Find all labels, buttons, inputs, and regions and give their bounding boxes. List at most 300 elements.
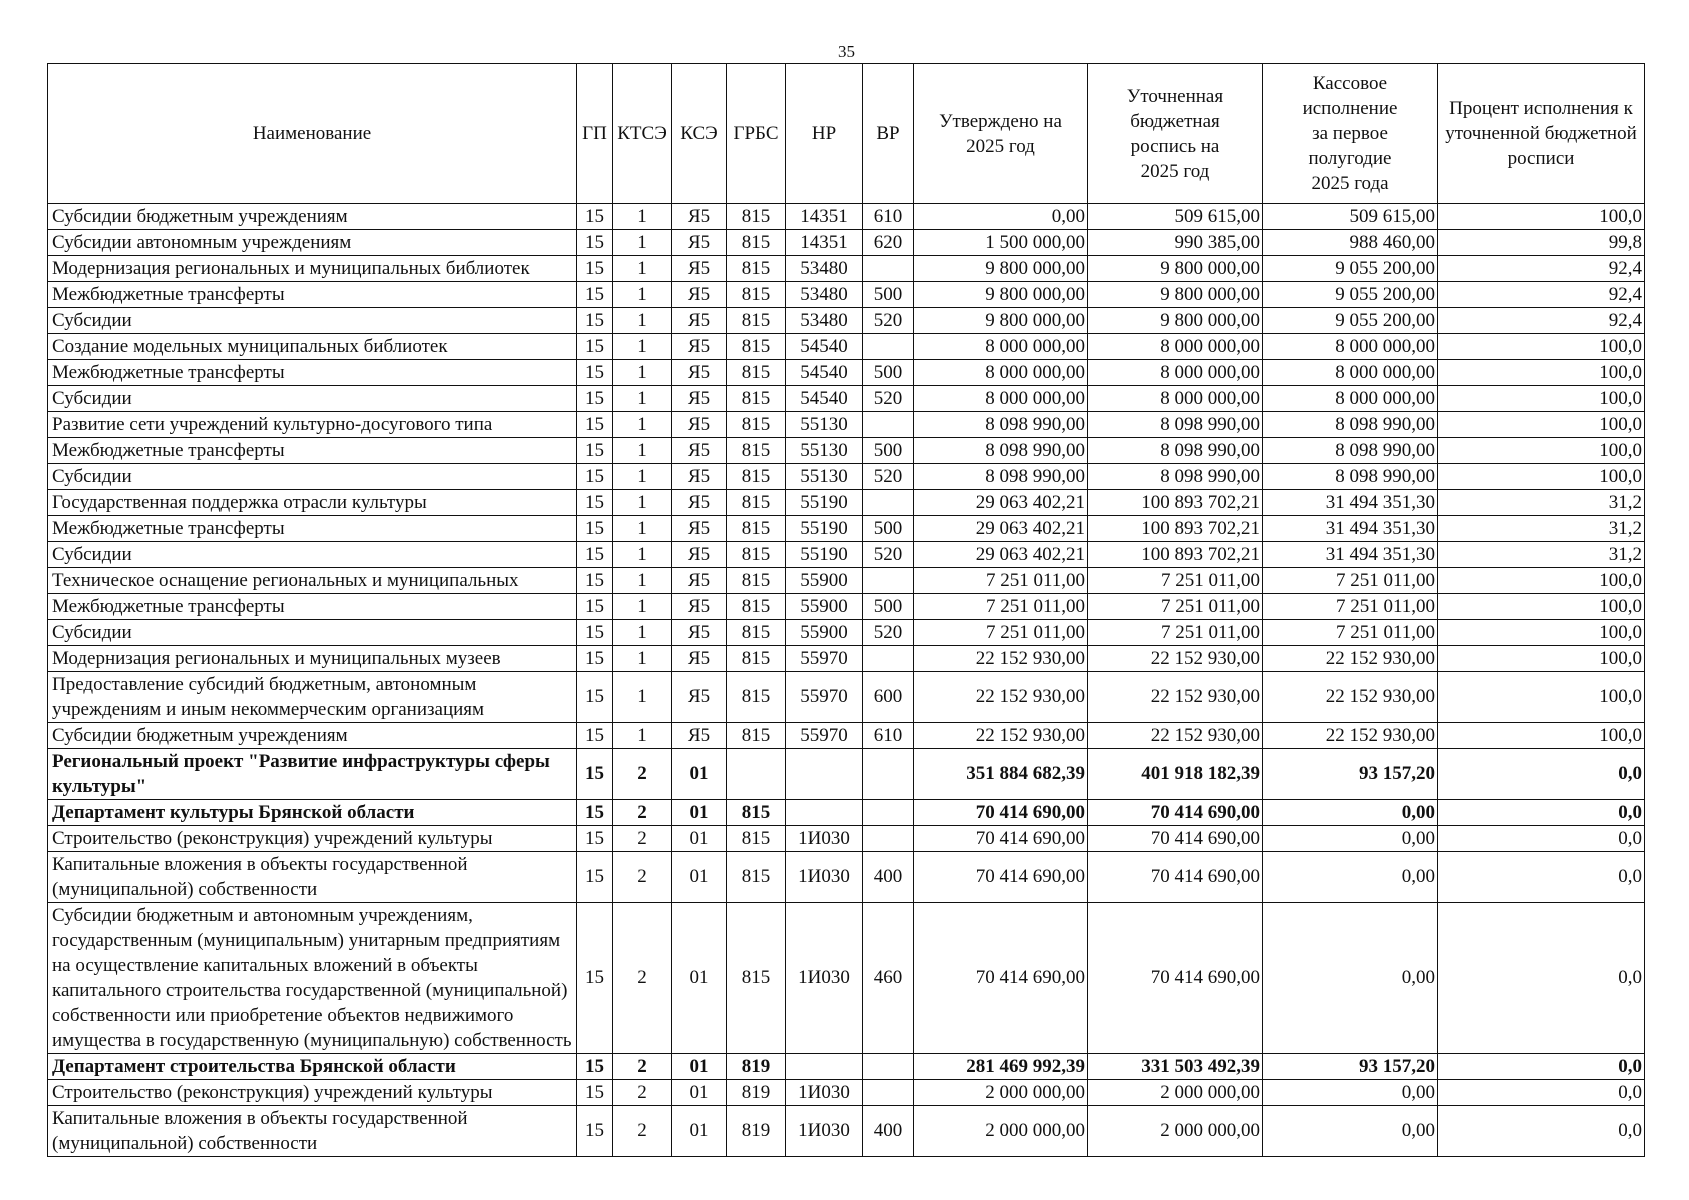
cell-vr: 520 xyxy=(863,542,914,568)
cell-grbs: 815 xyxy=(727,490,786,516)
table-row xyxy=(48,386,1645,412)
cell-ktse: 1 xyxy=(613,282,672,308)
cell-vr xyxy=(863,256,914,282)
page-number: 35 xyxy=(838,42,855,61)
cell-grbs: 815 xyxy=(727,646,786,672)
cell-grbs: 815 xyxy=(727,438,786,464)
table-row xyxy=(48,749,1645,800)
cell-kse: Я5 xyxy=(672,723,727,749)
cell-vr xyxy=(863,1054,914,1080)
cell-gp: 15 xyxy=(577,516,613,542)
table-row xyxy=(48,568,1645,594)
cell-nr: 1И030 xyxy=(786,1080,863,1106)
table-row xyxy=(48,542,1645,568)
cell-ktse: 1 xyxy=(613,516,672,542)
table-row xyxy=(48,412,1645,438)
col-header-nr: НР xyxy=(786,64,863,204)
cell-grbs: 819 xyxy=(727,1080,786,1106)
cell-nr: 54540 xyxy=(786,334,863,360)
cell-name: Субсидии бюджетным и автономным учреждениям, государственным (муниципальным) унитарным предприятиям на осуществление капитальных вложений в объекты капитального строительства государственной (муниципальной) собственности или приобретение объектов недвижимого имущества в государственную (муниципальную) собственность xyxy=(48,903,577,1054)
cell-percent: 0,0 xyxy=(1438,800,1645,826)
table-row xyxy=(48,852,1645,903)
cell-percent: 100,0 xyxy=(1438,568,1645,594)
cell-name: Департамент культуры Брянской области xyxy=(48,800,577,826)
table-row xyxy=(48,826,1645,852)
cell-percent: 31,2 xyxy=(1438,490,1645,516)
cell-vr xyxy=(863,568,914,594)
cell-approved: 7 251 011,00 xyxy=(914,594,1088,620)
cell-grbs: 815 xyxy=(727,800,786,826)
cell-percent: 100,0 xyxy=(1438,334,1645,360)
cell-nr: 14351 xyxy=(786,204,863,230)
cell-vr xyxy=(863,1080,914,1106)
col-header-name: Наименование xyxy=(48,64,577,204)
cell-gp: 15 xyxy=(577,282,613,308)
table-row xyxy=(48,490,1645,516)
cell-grbs xyxy=(727,749,786,800)
cell-approved: 8 098 990,00 xyxy=(914,464,1088,490)
col-header-cash: Кассовое исполнение за первое полугодие 2025 года xyxy=(1263,64,1438,204)
cell-vr: 620 xyxy=(863,230,914,256)
cell-cash: 31 494 351,30 xyxy=(1263,516,1438,542)
cell-refined: 9 800 000,00 xyxy=(1088,308,1263,334)
cell-ktse: 1 xyxy=(613,438,672,464)
table-row xyxy=(48,230,1645,256)
cell-gp: 15 xyxy=(577,490,613,516)
cell-cash: 0,00 xyxy=(1263,1106,1438,1157)
cell-grbs: 815 xyxy=(727,230,786,256)
cell-kse: Я5 xyxy=(672,516,727,542)
cell-percent: 100,0 xyxy=(1438,412,1645,438)
cell-gp: 15 xyxy=(577,412,613,438)
cell-refined: 70 414 690,00 xyxy=(1088,903,1263,1054)
cell-grbs: 815 xyxy=(727,256,786,282)
cell-nr: 55900 xyxy=(786,594,863,620)
cell-ktse: 1 xyxy=(613,412,672,438)
cell-name: Субсидии xyxy=(48,620,577,646)
cell-ktse: 2 xyxy=(613,1080,672,1106)
cell-grbs: 819 xyxy=(727,1054,786,1080)
cell-name: Субсидии бюджетным учреждениям xyxy=(48,204,577,230)
cell-gp: 15 xyxy=(577,903,613,1054)
table-row xyxy=(48,800,1645,826)
cell-refined: 7 251 011,00 xyxy=(1088,594,1263,620)
cell-ktse: 1 xyxy=(613,568,672,594)
cell-nr: 55130 xyxy=(786,412,863,438)
cell-gp: 15 xyxy=(577,464,613,490)
cell-approved: 22 152 930,00 xyxy=(914,672,1088,723)
cell-approved: 29 063 402,21 xyxy=(914,542,1088,568)
cell-cash: 0,00 xyxy=(1263,903,1438,1054)
cell-ktse: 1 xyxy=(613,723,672,749)
cell-grbs: 815 xyxy=(727,282,786,308)
table-row xyxy=(48,308,1645,334)
cell-nr xyxy=(786,749,863,800)
cell-kse: 01 xyxy=(672,1106,727,1157)
cell-ktse: 2 xyxy=(613,749,672,800)
cell-percent: 92,4 xyxy=(1438,282,1645,308)
cell-ktse: 1 xyxy=(613,464,672,490)
cell-cash: 8 098 990,00 xyxy=(1263,464,1438,490)
col-header-vr: ВР xyxy=(863,64,914,204)
cell-gp: 15 xyxy=(577,852,613,903)
cell-name: Модернизация региональных и муниципальных библиотек xyxy=(48,256,577,282)
cell-cash: 8 000 000,00 xyxy=(1263,334,1438,360)
cell-ktse: 1 xyxy=(613,308,672,334)
cell-percent: 100,0 xyxy=(1438,646,1645,672)
table-body xyxy=(48,204,1645,1157)
cell-vr: 460 xyxy=(863,903,914,1054)
cell-approved: 9 800 000,00 xyxy=(914,256,1088,282)
table-row xyxy=(48,1080,1645,1106)
cell-nr: 1И030 xyxy=(786,903,863,1054)
cell-ktse: 1 xyxy=(613,256,672,282)
table-row xyxy=(48,620,1645,646)
cell-ktse: 2 xyxy=(613,1054,672,1080)
cell-grbs: 815 xyxy=(727,542,786,568)
cell-cash: 31 494 351,30 xyxy=(1263,490,1438,516)
cell-grbs: 815 xyxy=(727,360,786,386)
cell-kse: Я5 xyxy=(672,672,727,723)
cell-approved: 2 000 000,00 xyxy=(914,1106,1088,1157)
cell-name: Субсидии xyxy=(48,542,577,568)
cell-ktse: 1 xyxy=(613,672,672,723)
cell-vr: 520 xyxy=(863,386,914,412)
cell-percent: 0,0 xyxy=(1438,1080,1645,1106)
cell-approved: 70 414 690,00 xyxy=(914,852,1088,903)
cell-ktse: 1 xyxy=(613,594,672,620)
col-header-kse: КСЭ xyxy=(672,64,727,204)
budget-table xyxy=(47,63,1645,1157)
cell-name: Модернизация региональных и муниципальных музеев xyxy=(48,646,577,672)
cell-ktse: 1 xyxy=(613,360,672,386)
cell-percent: 0,0 xyxy=(1438,852,1645,903)
cell-nr xyxy=(786,800,863,826)
cell-approved: 29 063 402,21 xyxy=(914,490,1088,516)
cell-kse: Я5 xyxy=(672,204,727,230)
cell-percent: 100,0 xyxy=(1438,594,1645,620)
cell-kse: Я5 xyxy=(672,360,727,386)
cell-kse: Я5 xyxy=(672,386,727,412)
table-row xyxy=(48,282,1645,308)
cell-gp: 15 xyxy=(577,800,613,826)
cell-ktse: 1 xyxy=(613,204,672,230)
cell-gp: 15 xyxy=(577,438,613,464)
cell-kse: Я5 xyxy=(672,438,727,464)
cell-cash: 8 000 000,00 xyxy=(1263,360,1438,386)
cell-approved: 22 152 930,00 xyxy=(914,646,1088,672)
header-row xyxy=(48,64,1645,204)
cell-approved: 8 000 000,00 xyxy=(914,386,1088,412)
cell-grbs: 815 xyxy=(727,594,786,620)
cell-name: Субсидии xyxy=(48,464,577,490)
cell-approved: 8 098 990,00 xyxy=(914,412,1088,438)
cell-cash: 22 152 930,00 xyxy=(1263,672,1438,723)
cell-cash: 93 157,20 xyxy=(1263,1054,1438,1080)
table-row xyxy=(48,334,1645,360)
cell-kse: Я5 xyxy=(672,620,727,646)
cell-name: Техническое оснащение региональных и муниципальных xyxy=(48,568,577,594)
cell-ktse: 1 xyxy=(613,386,672,412)
cell-percent: 0,0 xyxy=(1438,749,1645,800)
cell-vr: 610 xyxy=(863,723,914,749)
cell-nr: 55190 xyxy=(786,490,863,516)
cell-name: Субсидии бюджетным учреждениям xyxy=(48,723,577,749)
cell-refined: 331 503 492,39 xyxy=(1088,1054,1263,1080)
cell-vr: 520 xyxy=(863,620,914,646)
cell-grbs: 815 xyxy=(727,412,786,438)
cell-grbs: 815 xyxy=(727,672,786,723)
cell-kse: 01 xyxy=(672,749,727,800)
cell-approved: 9 800 000,00 xyxy=(914,282,1088,308)
cell-approved: 1 500 000,00 xyxy=(914,230,1088,256)
cell-gp: 15 xyxy=(577,542,613,568)
cell-nr: 53480 xyxy=(786,308,863,334)
cell-vr: 400 xyxy=(863,1106,914,1157)
col-header-refined: Уточненная бюджетная роспись на 2025 год xyxy=(1088,64,1263,204)
col-header-percent: Процент исполнения к уточненной бюджетной росписи xyxy=(1438,64,1645,204)
cell-approved: 8 000 000,00 xyxy=(914,334,1088,360)
cell-cash: 7 251 011,00 xyxy=(1263,620,1438,646)
cell-nr: 1И030 xyxy=(786,1106,863,1157)
cell-name: Развитие сети учреждений культурно-досугового типа xyxy=(48,412,577,438)
cell-name: Субсидии xyxy=(48,308,577,334)
cell-ktse: 2 xyxy=(613,903,672,1054)
cell-refined: 22 152 930,00 xyxy=(1088,646,1263,672)
table-row xyxy=(48,256,1645,282)
table-row xyxy=(48,594,1645,620)
cell-grbs: 819 xyxy=(727,1106,786,1157)
cell-grbs: 815 xyxy=(727,464,786,490)
cell-nr: 54540 xyxy=(786,386,863,412)
cell-gp: 15 xyxy=(577,1080,613,1106)
cell-name: Департамент строительства Брянской области xyxy=(48,1054,577,1080)
cell-approved: 8 000 000,00 xyxy=(914,360,1088,386)
cell-cash: 22 152 930,00 xyxy=(1263,723,1438,749)
cell-refined: 70 414 690,00 xyxy=(1088,826,1263,852)
cell-nr: 54540 xyxy=(786,360,863,386)
cell-gp: 15 xyxy=(577,672,613,723)
cell-nr: 53480 xyxy=(786,282,863,308)
cell-refined: 9 800 000,00 xyxy=(1088,282,1263,308)
cell-cash: 0,00 xyxy=(1263,852,1438,903)
cell-percent: 0,0 xyxy=(1438,903,1645,1054)
cell-nr xyxy=(786,1054,863,1080)
cell-ktse: 2 xyxy=(613,1106,672,1157)
cell-vr xyxy=(863,646,914,672)
cell-name: Субсидии автономным учреждениям xyxy=(48,230,577,256)
cell-kse: 01 xyxy=(672,800,727,826)
cell-ktse: 1 xyxy=(613,646,672,672)
cell-vr: 500 xyxy=(863,438,914,464)
table-row xyxy=(48,360,1645,386)
cell-gp: 15 xyxy=(577,360,613,386)
cell-cash: 9 055 200,00 xyxy=(1263,256,1438,282)
cell-percent: 0,0 xyxy=(1438,1106,1645,1157)
cell-percent: 100,0 xyxy=(1438,723,1645,749)
cell-vr: 610 xyxy=(863,204,914,230)
cell-gp: 15 xyxy=(577,594,613,620)
table-row xyxy=(48,204,1645,230)
cell-ktse: 1 xyxy=(613,490,672,516)
cell-cash: 7 251 011,00 xyxy=(1263,568,1438,594)
cell-grbs: 815 xyxy=(727,723,786,749)
cell-refined: 70 414 690,00 xyxy=(1088,800,1263,826)
cell-ktse: 1 xyxy=(613,230,672,256)
cell-vr: 400 xyxy=(863,852,914,903)
cell-kse: Я5 xyxy=(672,646,727,672)
cell-cash: 0,00 xyxy=(1263,1080,1438,1106)
cell-kse: Я5 xyxy=(672,412,727,438)
cell-kse: Я5 xyxy=(672,594,727,620)
cell-gp: 15 xyxy=(577,749,613,800)
cell-kse: 01 xyxy=(672,852,727,903)
cell-gp: 15 xyxy=(577,1106,613,1157)
cell-approved: 2 000 000,00 xyxy=(914,1080,1088,1106)
cell-gp: 15 xyxy=(577,723,613,749)
cell-gp: 15 xyxy=(577,386,613,412)
cell-refined: 8 000 000,00 xyxy=(1088,334,1263,360)
cell-vr: 520 xyxy=(863,308,914,334)
cell-refined: 8 000 000,00 xyxy=(1088,360,1263,386)
cell-nr: 53480 xyxy=(786,256,863,282)
cell-kse: Я5 xyxy=(672,568,727,594)
table-row xyxy=(48,438,1645,464)
cell-refined: 8 098 990,00 xyxy=(1088,438,1263,464)
cell-kse: Я5 xyxy=(672,334,727,360)
col-header-approved: Утверждено на 2025 год xyxy=(914,64,1088,204)
cell-gp: 15 xyxy=(577,334,613,360)
cell-name: Региональный проект "Развитие инфраструктуры сферы культуры" xyxy=(48,749,577,800)
cell-refined: 7 251 011,00 xyxy=(1088,568,1263,594)
cell-nr: 55900 xyxy=(786,568,863,594)
cell-percent: 92,4 xyxy=(1438,308,1645,334)
cell-ktse: 2 xyxy=(613,852,672,903)
cell-vr xyxy=(863,490,914,516)
cell-kse: 01 xyxy=(672,903,727,1054)
cell-cash: 8 000 000,00 xyxy=(1263,386,1438,412)
cell-nr: 55970 xyxy=(786,723,863,749)
table-row xyxy=(48,672,1645,723)
cell-grbs: 815 xyxy=(727,852,786,903)
table-row xyxy=(48,516,1645,542)
cell-name: Предоставление субсидий бюджетным, автономным учреждениям и иным некоммерческим организациям xyxy=(48,672,577,723)
cell-vr: 520 xyxy=(863,464,914,490)
cell-gp: 15 xyxy=(577,204,613,230)
table-row xyxy=(48,1054,1645,1080)
cell-nr: 55190 xyxy=(786,542,863,568)
cell-gp: 15 xyxy=(577,646,613,672)
cell-kse: 01 xyxy=(672,1054,727,1080)
cell-grbs: 815 xyxy=(727,334,786,360)
cell-nr: 55190 xyxy=(786,516,863,542)
cell-gp: 15 xyxy=(577,230,613,256)
col-header-grbs: ГРБС xyxy=(727,64,786,204)
cell-nr: 55900 xyxy=(786,620,863,646)
col-header-gp: ГП xyxy=(577,64,613,204)
cell-cash: 509 615,00 xyxy=(1263,204,1438,230)
table-row xyxy=(48,1106,1645,1157)
cell-refined: 8 098 990,00 xyxy=(1088,412,1263,438)
cell-percent: 92,4 xyxy=(1438,256,1645,282)
cell-vr: 600 xyxy=(863,672,914,723)
cell-vr: 500 xyxy=(863,516,914,542)
cell-percent: 0,0 xyxy=(1438,1054,1645,1080)
cell-vr xyxy=(863,800,914,826)
cell-nr: 55130 xyxy=(786,438,863,464)
cell-nr: 55130 xyxy=(786,464,863,490)
cell-percent: 31,2 xyxy=(1438,516,1645,542)
cell-cash: 9 055 200,00 xyxy=(1263,308,1438,334)
cell-percent: 100,0 xyxy=(1438,464,1645,490)
cell-refined: 8 098 990,00 xyxy=(1088,464,1263,490)
cell-kse: Я5 xyxy=(672,256,727,282)
cell-name: Межбюджетные трансферты xyxy=(48,282,577,308)
cell-grbs: 815 xyxy=(727,386,786,412)
cell-cash: 93 157,20 xyxy=(1263,749,1438,800)
cell-approved: 7 251 011,00 xyxy=(914,620,1088,646)
cell-percent: 100,0 xyxy=(1438,620,1645,646)
cell-refined: 100 893 702,21 xyxy=(1088,516,1263,542)
cell-refined: 9 800 000,00 xyxy=(1088,256,1263,282)
cell-vr: 500 xyxy=(863,360,914,386)
cell-ktse: 1 xyxy=(613,542,672,568)
cell-percent: 0,0 xyxy=(1438,826,1645,852)
cell-approved: 22 152 930,00 xyxy=(914,723,1088,749)
cell-gp: 15 xyxy=(577,308,613,334)
cell-nr: 1И030 xyxy=(786,852,863,903)
table-row xyxy=(48,646,1645,672)
cell-grbs: 815 xyxy=(727,620,786,646)
cell-percent: 100,0 xyxy=(1438,360,1645,386)
cell-vr xyxy=(863,826,914,852)
cell-kse: 01 xyxy=(672,1080,727,1106)
cell-refined: 100 893 702,21 xyxy=(1088,490,1263,516)
cell-cash: 9 055 200,00 xyxy=(1263,282,1438,308)
cell-approved: 281 469 992,39 xyxy=(914,1054,1088,1080)
cell-name: Строительство (реконструкция) учреждений культуры xyxy=(48,826,577,852)
cell-percent: 99,8 xyxy=(1438,230,1645,256)
cell-refined: 22 152 930,00 xyxy=(1088,723,1263,749)
cell-kse: Я5 xyxy=(672,490,727,516)
cell-refined: 22 152 930,00 xyxy=(1088,672,1263,723)
cell-cash: 7 251 011,00 xyxy=(1263,594,1438,620)
cell-name: Строительство (реконструкция) учреждений культуры xyxy=(48,1080,577,1106)
cell-vr xyxy=(863,334,914,360)
table-row xyxy=(48,903,1645,1054)
cell-cash: 0,00 xyxy=(1263,826,1438,852)
cell-grbs: 815 xyxy=(727,516,786,542)
cell-name: Межбюджетные трансферты xyxy=(48,438,577,464)
cell-gp: 15 xyxy=(577,826,613,852)
cell-percent: 100,0 xyxy=(1438,204,1645,230)
cell-approved: 70 414 690,00 xyxy=(914,800,1088,826)
table-row xyxy=(48,723,1645,749)
cell-name: Межбюджетные трансферты xyxy=(48,594,577,620)
cell-nr: 55970 xyxy=(786,646,863,672)
cell-cash: 0,00 xyxy=(1263,800,1438,826)
cell-approved: 351 884 682,39 xyxy=(914,749,1088,800)
cell-approved: 8 098 990,00 xyxy=(914,438,1088,464)
cell-percent: 100,0 xyxy=(1438,386,1645,412)
cell-approved: 70 414 690,00 xyxy=(914,826,1088,852)
table-row xyxy=(48,464,1645,490)
cell-kse: Я5 xyxy=(672,282,727,308)
cell-percent: 100,0 xyxy=(1438,672,1645,723)
cell-refined: 990 385,00 xyxy=(1088,230,1263,256)
cell-ktse: 2 xyxy=(613,800,672,826)
cell-approved: 70 414 690,00 xyxy=(914,903,1088,1054)
